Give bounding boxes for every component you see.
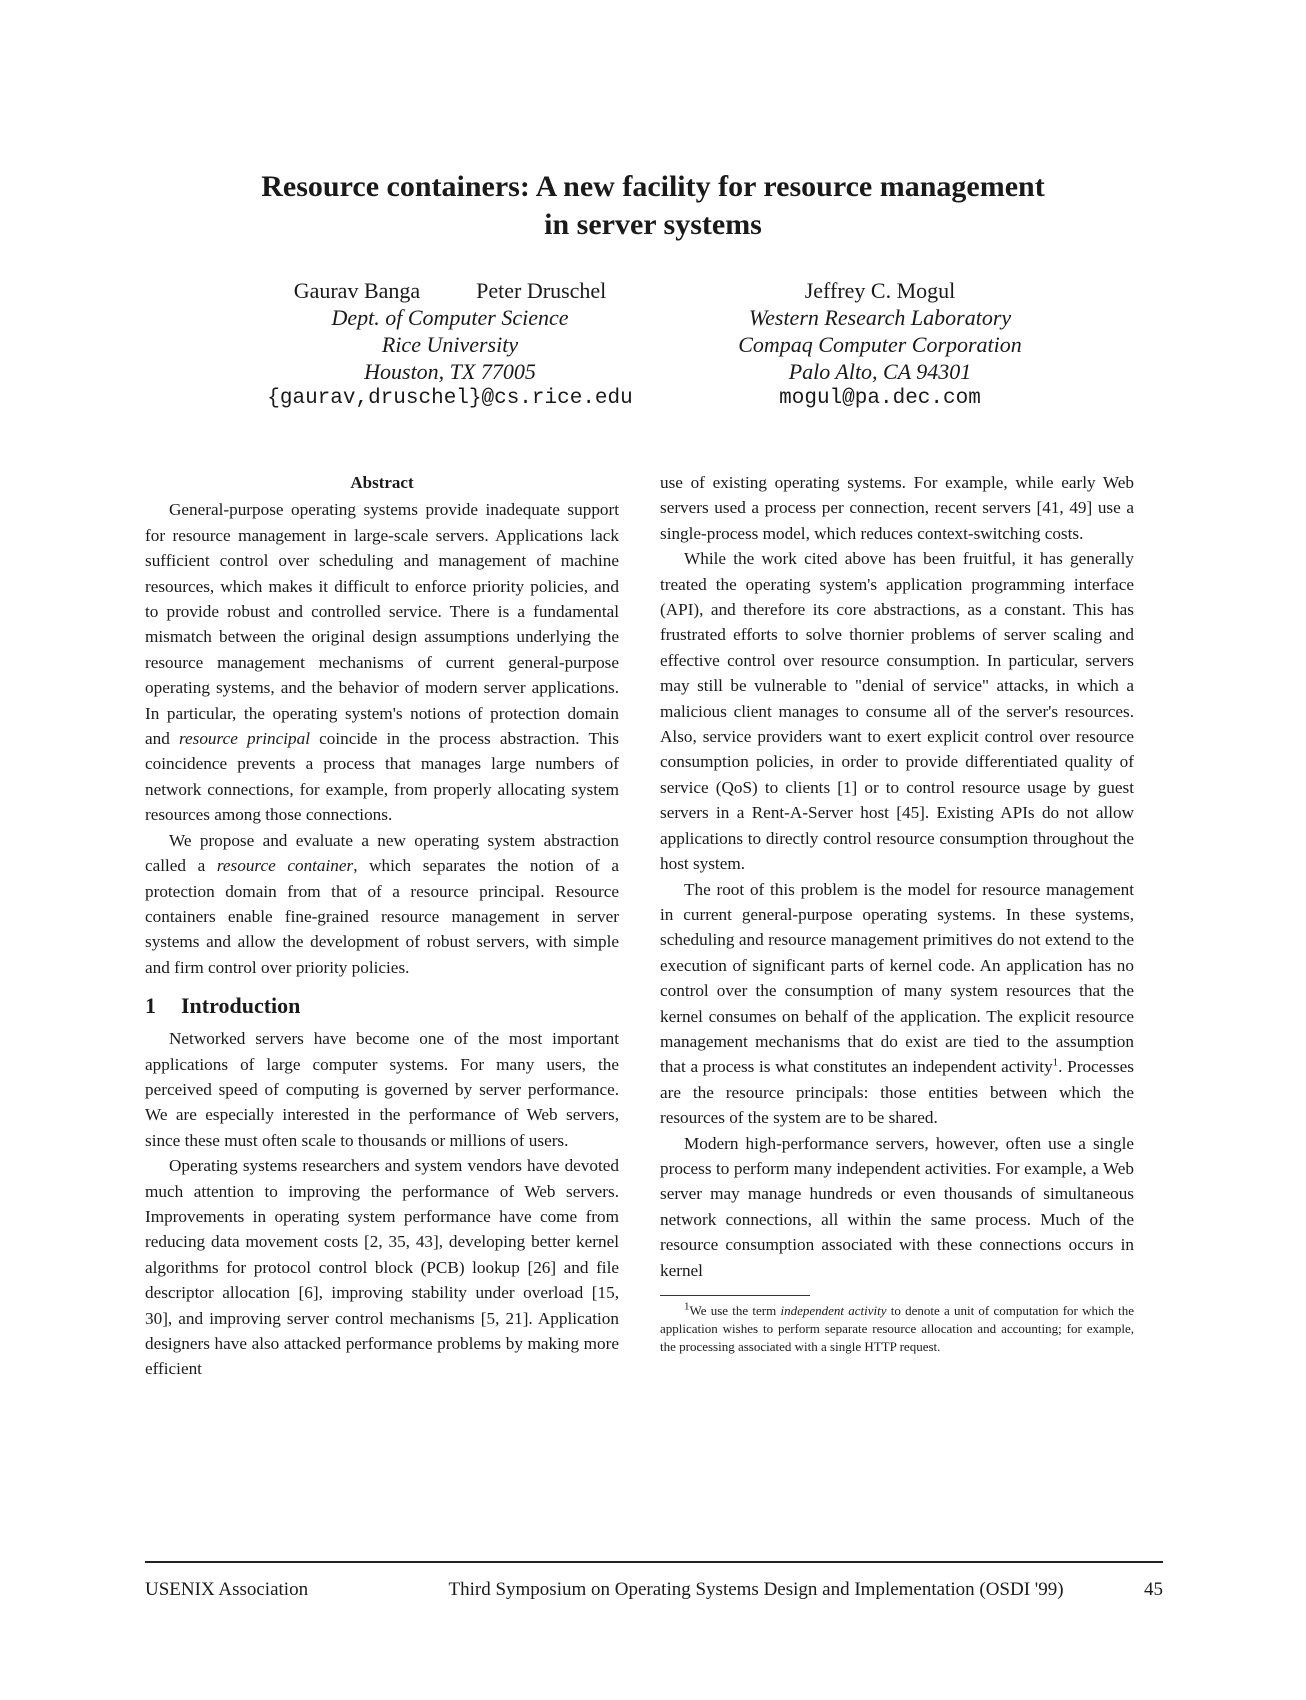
right-paragraph-3	[660, 877, 1134, 1131]
right-paragraph-2: While the work cited above has been fruitful, it has generally treated the operating system's application programming interface (API), and therefore its core abstractions, as a constant. This has frustrated efforts to solve thornier problems of server scaling and effective control over resource consumption. In particular, servers may still be vulnerable to "denial of service" attacks, in which a malicious client manages to consume all of the server's resources. Also, service providers want to exert explicit control over resource consumption policies, in order to provide differentiated quality of service (QoS) to clients [1] or to control resource usage by guest servers in a Rent-A-Server host [45]. Existing APIs do not allow applications to directly control resource consumption throughout the host system.	[660, 549, 1134, 874]
footer-venue: Third Symposium on Operating Systems Design and Implementation (OSDI '99)	[448, 1579, 1064, 1600]
footnote-mark: 1	[684, 1300, 690, 1313]
author-name-banga: Gaurav Banga	[293, 278, 421, 303]
author-dept-rice: Dept. of Computer Science	[331, 305, 569, 330]
paper-title	[0, 168, 1306, 244]
abstract-p1-text-a: General-purpose operating systems provide inadequate support for resource management in large-scale servers. Applications lack sufficient control over scheduling and management of machine resources, which makes it difficult to enforce priority policies, and to provide robust and controlled service. There is a fundamental mismatch between the original design assumptions underlying the resource management mechanisms of current general-purpose operating systems, and the behavior of modern server applications. In particular, the operating system's notions of protection domain and	[145, 500, 619, 749]
page-number: 45	[1144, 1579, 1163, 1600]
author-name-mogul: Jeffrey C. Mogul	[804, 278, 956, 303]
section-number: 1	[145, 993, 156, 1019]
section-heading-introduction	[145, 992, 619, 1020]
author-city-compaq: Palo Alto, CA 94301	[788, 359, 972, 384]
section-title: Introduction	[181, 993, 301, 1019]
author-org-rice: Rice University	[381, 332, 519, 357]
authors-rice	[220, 277, 680, 412]
author-names-rice	[220, 277, 680, 304]
paper-title-line-2: in server systems	[544, 208, 762, 241]
right-p3-text-b: . Processes are the resource principals: those entities between which the resources of the system are to be shared.	[660, 1057, 1134, 1128]
footer-association: USENIX Association	[145, 1579, 309, 1600]
right-paragraph-1: use of existing operating systems. For example, while early Web servers used a process per connection, recent servers [41, 49] use a single-process model, which reduces context-switching costs.	[660, 473, 1134, 543]
page-footer	[145, 1578, 1163, 1602]
intro-paragraph-2: Operating systems researchers and system vendors have devoted much attention to improving the performance of Web servers. Improvements in operating system performance have come from reducing data movement costs [2, 35, 43], developing better kernel algorithms for protocol control block (PCB) lookup [26] and file descriptor allocation [6], improving stability under overload [15, 30], and improving server control mechanisms [5, 21]. Application designers have also attacked performance problems by making more efficient	[145, 1156, 619, 1379]
paper-title-line-1: Resource containers: A new facility for resource management	[261, 170, 1045, 203]
author-dept-compaq: Western Research Laboratory	[748, 305, 1012, 330]
footer-rule	[145, 1561, 1163, 1563]
abstract-p1-emphasis: resource principal	[178, 729, 311, 749]
authors-compaq	[700, 277, 1060, 412]
footnote	[660, 1302, 1134, 1356]
intro-paragraph-1: Networked servers have become one of the most important applications of large computer systems. For many users, the perceived speed of computing is governed by server performance. We are especially interested in the performance of Web servers, since these must often scale to thousands or millions of users.	[145, 1029, 619, 1150]
abstract-p2-text-a: We propose and evaluate a new operating system abstraction called a	[145, 830, 619, 876]
author-name-druschel: Peter Druschel	[476, 278, 607, 303]
left-column	[145, 470, 619, 1382]
footnote-text-b: to denote a unit of computation for which the application wishes to perform separate resource allocation and accounting; for example, the processing associated with a single HTTP request.	[660, 1303, 1134, 1354]
abstract-heading: Abstract	[350, 473, 414, 492]
right-column	[660, 470, 1134, 1356]
right-p3-text-a: The root of this problem is the model for resource management in current general-purpose operating systems. In these systems, scheduling and resource management primitives do not extend to the execution of significant parts of kernel code. An application has no control over the consumption of many system resources that the kernel consumes on behalf of the application. The explicit resource management mechanisms that do exist are tied to the assumption that a process is what constitutes an independent activity	[660, 879, 1134, 1077]
footnote-emphasis: independent activity	[780, 1303, 887, 1318]
footnote-reference[interactable]: 1	[1052, 1056, 1059, 1069]
author-org-compaq: Compaq Computer Corporation	[738, 332, 1022, 357]
footnote-text-a: We use the term	[689, 1303, 781, 1318]
author-email-rice: {gaurav,druschel}@cs.rice.edu	[267, 387, 633, 410]
right-paragraph-4: Modern high-performance servers, however, often use a single process to perform many independent activities. For example, a Web server may manage hundreds or even thousands of simultaneous network connections, all within the same process. Much of the resource consumption associated with these connections occurs in kernel	[660, 1133, 1134, 1280]
author-city-rice: Houston, TX 77005	[364, 359, 536, 384]
abstract-p2-text-b: , which separates the notion of a protection domain from that of a resource principal. Resource containers enable fine-grained resource management in server systems and allow the development of robust servers, with simple and firm control over priority policies.	[145, 856, 619, 977]
abstract-paragraph-2	[145, 828, 619, 980]
abstract-p1-text-b: coincide in the process abstraction. This coincidence prevents a process that manages large numbers of network connections, for example, from properly allocating system resources among those connections.	[145, 729, 619, 825]
footnote-rule	[660, 1295, 810, 1296]
abstract-p2-emphasis: resource container	[216, 856, 354, 876]
author-email-compaq: mogul@pa.dec.com	[779, 387, 981, 410]
abstract-paragraph-1	[145, 497, 619, 827]
